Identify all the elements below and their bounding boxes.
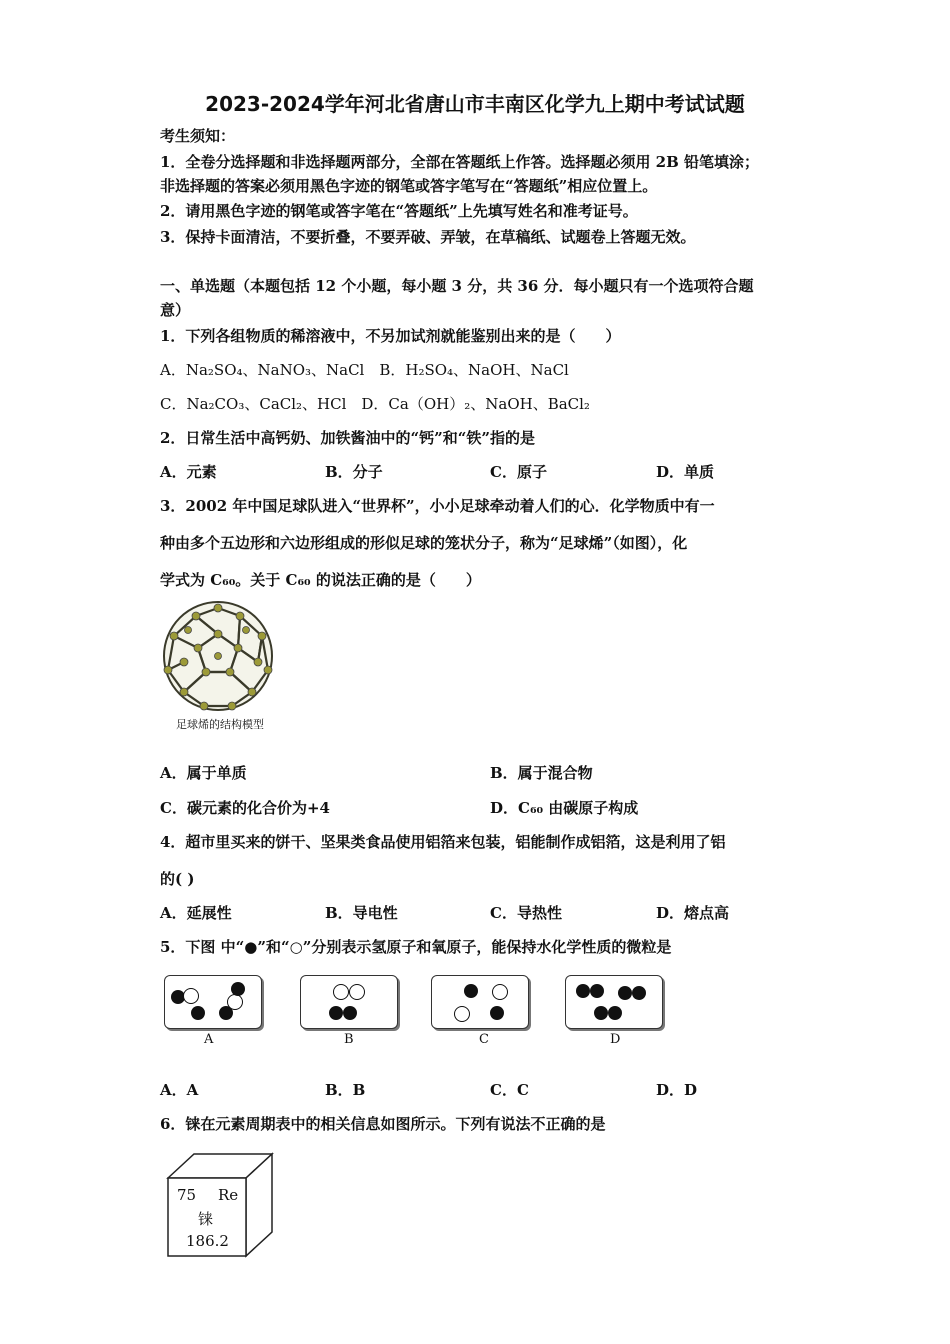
element-atomic-number: 75 — [177, 1186, 197, 1204]
q3-option-a: A．属于单质 — [160, 764, 247, 782]
element-atomic-mass: 186.2 — [186, 1232, 229, 1250]
molecule-diagram-a — [164, 975, 262, 1029]
oxygen-atom-icon — [333, 984, 349, 1000]
q3-option-b: B．属于混合物 — [490, 764, 593, 782]
q3-line-2: 种由多个五边形和六边形组成的形似足球的笼状分子，称为“足球烯”（如图），化 — [160, 534, 688, 552]
q4-option-a: A．延展性 — [160, 904, 232, 922]
molecule-diagram-c — [431, 975, 529, 1029]
q1-options-row-2: C．Na₂CO₃、CaCl₂、HCl D．Ca（OH）₂、NaOH、BaCl₂ — [160, 395, 590, 413]
page-title: 2023-2024学年河北省唐山市丰南区化学九上期中考试试题 — [205, 92, 745, 116]
notice-heading: 考生须知： — [160, 127, 236, 145]
section-heading-line-1: 一、单选题（本题包括 12 个小题，每小题 3 分，共 36 分．每小题只有一个选项符合题 — [160, 277, 754, 295]
q3-option-c: C．碳元素的化合价为+4 — [160, 799, 330, 817]
q5-option-c: C．C — [490, 1081, 529, 1099]
q4-option-c: C．导热性 — [490, 904, 562, 922]
q6-stem: 6．铼在元素周期表中的相关信息如图所示。下列有说法不正确的是 — [160, 1115, 606, 1133]
hydrogen-atom-icon — [576, 984, 590, 998]
q2-option-c: C．原子 — [490, 463, 547, 481]
q2-stem: 2．日常生活中高钙奶、加铁酱油中的“钙”和“铁”指的是 — [160, 429, 535, 447]
hydrogen-atom-icon — [490, 1006, 504, 1020]
notice-line-2: 非选择题的答案必须用黑色字迹的钢笔或答字笔写在“答题纸”相应位置上。 — [160, 177, 658, 195]
hydrogen-atom-icon — [618, 986, 632, 1000]
hydrogen-atom-icon — [594, 1006, 608, 1020]
molecule-label-c: C — [479, 1032, 489, 1047]
q2-option-b: B．分子 — [325, 463, 383, 481]
element-name: 铼 — [198, 1210, 214, 1228]
q2-option-d: D．单质 — [656, 463, 715, 481]
notice-line-3: 2．请用黑色字迹的钢笔或答字笔在“答题纸”上先填写姓名和准考证号。 — [160, 202, 638, 220]
q3-line-1: 3．2002 年中国足球队进入“世界杯”，小小足球牵动着人们的心．化学物质中有一 — [160, 497, 715, 515]
molecule-label-d: D — [610, 1032, 621, 1047]
element-symbol: Re — [218, 1186, 239, 1204]
q1-options-row-1: A．Na₂SO₄、NaNO₃、NaCl B．H₂SO₄、NaOH、NaCl — [160, 361, 569, 379]
q5-stem: 5．下图 中“●”和“○”分别表示氢原子和氧原子，能保持水化学性质的微粒是 — [160, 938, 672, 956]
oxygen-atom-icon — [349, 984, 365, 1000]
molecule-label-b: B — [344, 1032, 354, 1047]
hydrogen-atom-icon — [191, 1006, 205, 1020]
fullerene-model-image — [158, 600, 278, 712]
q3-line-3: 学式为 C₆₀。关于 C₆₀ 的说法正确的是（ ） — [160, 571, 481, 589]
hydrogen-atom-icon — [231, 982, 245, 996]
hydrogen-atom-icon — [608, 1006, 622, 1020]
q5-option-b: B．B — [325, 1081, 366, 1099]
hydrogen-atom-icon — [329, 1006, 343, 1020]
hydrogen-atom-icon — [632, 986, 646, 1000]
molecule-label-a: A — [204, 1032, 214, 1047]
oxygen-atom-icon — [492, 984, 508, 1000]
q4-line-1: 4．超市里买来的饼干、坚果类食品使用铝箔来包装，铝能制作成铝箔，这是利用了铝 — [160, 833, 726, 851]
q2-option-a: A．元素 — [160, 463, 217, 481]
hydrogen-atom-icon — [464, 984, 478, 998]
notice-line-4: 3．保持卡面清洁，不要折叠，不要弄破、弄皱，在草稿纸、试题卷上答题无效。 — [160, 228, 696, 246]
fullerene-caption: 足球烯的结构模型 — [176, 718, 264, 731]
q5-option-a: A．A — [160, 1081, 199, 1099]
q3-option-d: D．C₆₀ 由碳原子构成 — [490, 799, 639, 817]
q4-line-2: 的( ) — [160, 870, 195, 888]
molecule-diagram-d — [565, 975, 663, 1029]
hydrogen-atom-icon — [343, 1006, 357, 1020]
oxygen-atom-icon — [183, 988, 199, 1004]
oxygen-atom-icon — [227, 994, 243, 1010]
oxygen-atom-icon — [454, 1006, 470, 1022]
q4-option-b: B．导电性 — [325, 904, 398, 922]
notice-line-1: 1．全卷分选择题和非选择题两部分，全部在答题纸上作答。选择题必须用 2B 铅笔填涂； — [160, 153, 760, 171]
q4-option-d: D．熔点高 — [656, 904, 730, 922]
molecule-diagram-b — [300, 975, 398, 1029]
q5-option-d: D．D — [656, 1081, 698, 1099]
hydrogen-atom-icon — [590, 984, 604, 998]
section-heading-line-2: 意） — [160, 301, 191, 319]
q1-stem: 1．下列各组物质的稀溶液中，不另加试剂就能鉴别出来的是（ ） — [160, 327, 621, 345]
